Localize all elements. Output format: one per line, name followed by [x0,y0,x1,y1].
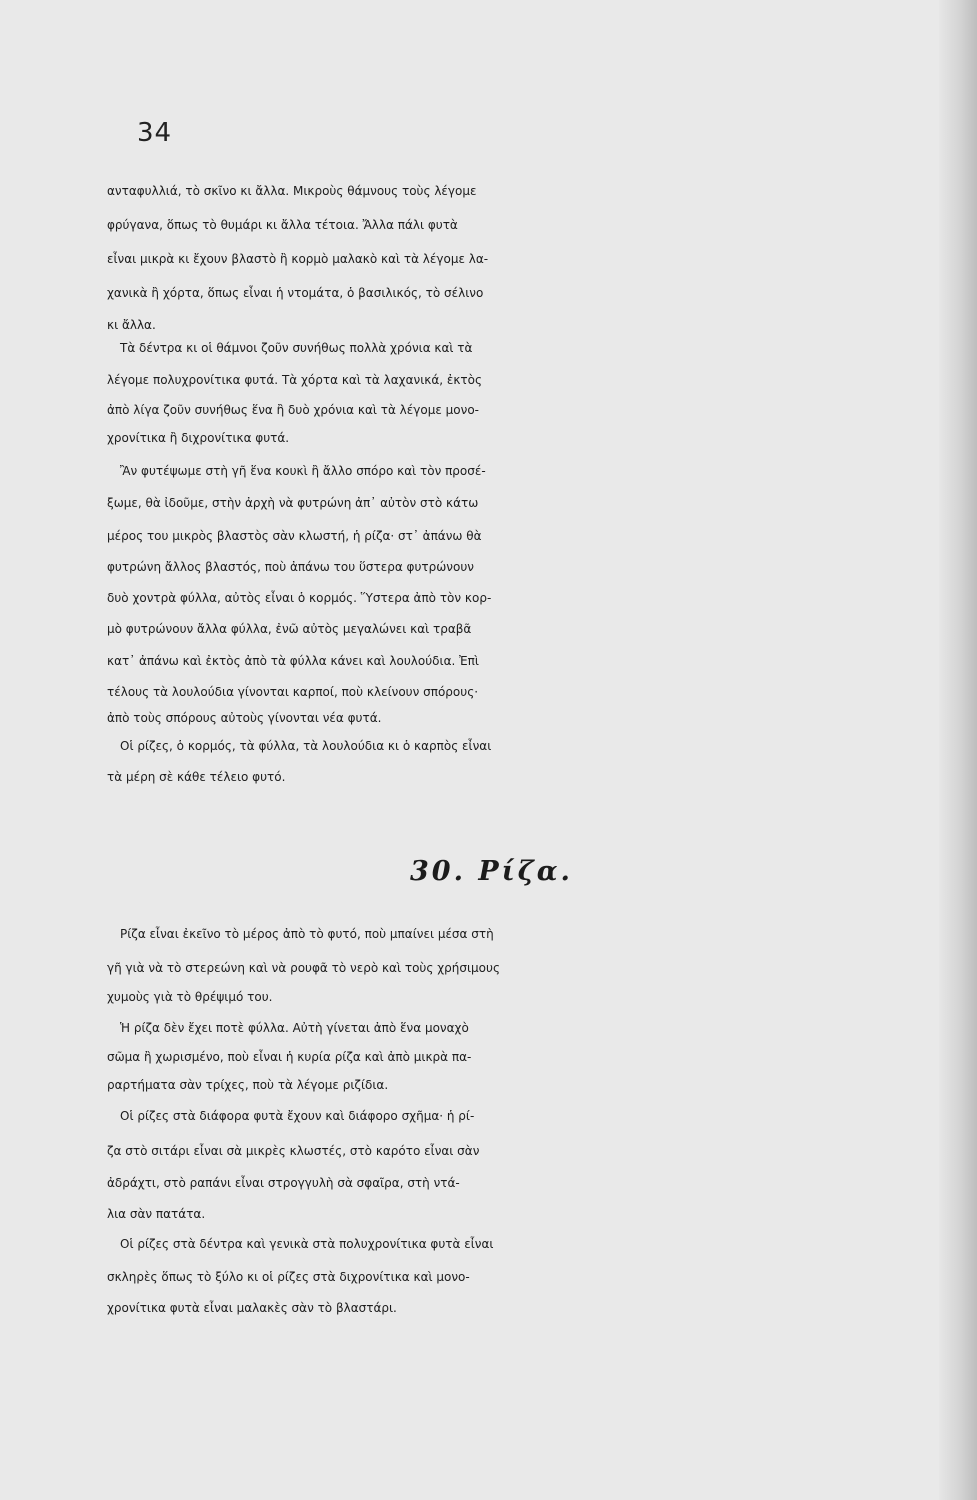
text-line: κι ἄλλα. [107,318,156,332]
text-line: ζα στὸ σιτάρι εἶναι σὰ μικρὲς κλωστές, στὸ καρότο εἶναι σὰν [107,1144,480,1158]
text-line: χανικὰ ἢ χόρτα, ὅπως εἶναι ἡ ντομάτα, ὁ βασιλικός, τὸ σέλινο [107,286,484,300]
text-line: μέρος του μικρὸς βλαστὸς σὰν κλωστή, ἡ ρίζα· στ᾿ ἀπάνω θὰ [107,529,482,543]
text-line: χρονίτικα ἢ διχρονίτικα φυτά. [107,431,290,445]
text-line: ἀδράχτι, στὸ ραπάνι εἶναι στρογγυλὴ σὰ σφαῖρα, στὴ ντά- [107,1176,460,1190]
text-line: φρύγανα, ὅπως τὸ θυμάρι κι ἄλλα τέτοια. Ἄλλα πάλι φυτὰ [107,218,458,232]
text-line: χυμοὺς γιὰ τὸ θρέψιμό του. [107,990,273,1004]
text-line: Ἡ ρίζα δὲν ἔχει ποτὲ φύλλα. Αὐτὴ γίνεται ἀπὸ ἕνα μοναχὸ [120,1021,469,1035]
text-line: Τὰ δέντρα κι οἱ θάμνοι ζοῦν συνήθως πολλὰ χρόνια καὶ τὰ [120,341,473,355]
text-line: λια σὰν πατάτα. [107,1207,206,1221]
page-number: 34 [137,118,173,148]
text-line: χρονίτικα φυτὰ εἶναι μαλακὲς σὰν τὸ βλαστάρι. [107,1301,397,1315]
text-line: λέγομε πολυχρονίτικα φυτά. Τὰ χόρτα καὶ τὰ λαχανικά, ἐκτὸς [107,373,483,387]
text-line: γῆ γιὰ νὰ τὸ στερεώνη καὶ νὰ ρουφᾶ τὸ νερὸ καὶ τοὺς χρήσιμους [107,961,500,975]
text-line: ξωμε, θὰ ἰδοῦμε, στὴν ἀρχὴ νὰ φυτρώνη ἀπ᾿ αὐτὸν στὸ κάτω [107,496,479,510]
text-line: Ρίζα εἶναι ἐκεῖνο τὸ μέρος ἀπὸ τὸ φυτό, ποὺ μπαίνει μέσα στὴ [120,927,494,941]
text-line: φυτρώνη ἄλλος βλαστός, ποὺ ἀπάνω του ὕστερα φυτρώνουν [107,560,475,574]
text-line: κατ᾿ ἀπάνω καὶ ἐκτὸς ἀπὸ τὰ φύλλα κάνει καὶ λουλούδια. Ἐπὶ [107,654,479,668]
text-line: Οἱ ρίζες στὰ δέντρα καὶ γενικὰ στὰ πολυχρονίτικα φυτὰ εἶναι [120,1237,494,1251]
text-line: μὸ φυτρώνουν ἄλλα φύλλα, ἐνῶ αὐτὸς μεγαλώνει καὶ τραβᾶ [107,622,472,636]
section-heading: 30. Ρίζα. [410,856,573,887]
text-line: ανταφυλλιά, τὸ σκῖνο κι ἄλλα. Μικροὺς θάμνους τοὺς λέγομε [107,184,477,198]
text-line: τέλους τὰ λουλούδια γίνονται καρποί, ποὺ κλείνουν σπόρους· [107,685,479,699]
text-line: σκληρὲς ὅπως τὸ ξύλο κι οἱ ρίζες στὰ διχρονίτικα καὶ μονο- [107,1270,470,1284]
text-line: ραρτήματα σὰν τρίχες, ποὺ τὰ λέγομε ριζίδια. [107,1078,389,1092]
text-line: ἀπὸ τοὺς σπόρους αὐτοὺς γίνονται νέα φυτά. [107,711,382,725]
text-line: Ἂν φυτέψωμε στὴ γῆ ἕνα κουκὶ ἢ ἄλλο σπόρο καὶ τὸν προσέ- [120,464,486,478]
text-line: Οἱ ρίζες, ὁ κορμός, τὰ φύλλα, τὰ λουλούδια κι ὁ καρπὸς εἶναι [120,739,492,753]
text-line: σῶμα ἢ χωρισμένο, ποὺ εἶναι ἡ κυρία ρίζα καὶ ἀπὸ μικρὰ πα- [107,1050,472,1064]
text-line: εἶναι μικρὰ κι ἔχουν βλαστὸ ἢ κορμὸ μαλακὸ καὶ τὰ λέγομε λα- [107,252,489,266]
text-line: Οἱ ρίζες στὰ διάφορα φυτὰ ἔχουν καὶ διάφορο σχῆμα· ἡ ρί- [120,1109,475,1123]
text-line: δυὸ χοντρὰ φύλλα, αὐτὸς εἶναι ὁ κορμός. Ὕστερα ἀπὸ τὸν κορ- [107,591,492,605]
text-line: ἀπὸ λίγα ζοῦν συνήθως ἕνα ἢ δυὸ χρόνια καὶ τὰ λέγομε μονο- [107,403,479,417]
text-line: τὰ μέρη σὲ κάθε τέλειο φυτό. [107,770,286,784]
